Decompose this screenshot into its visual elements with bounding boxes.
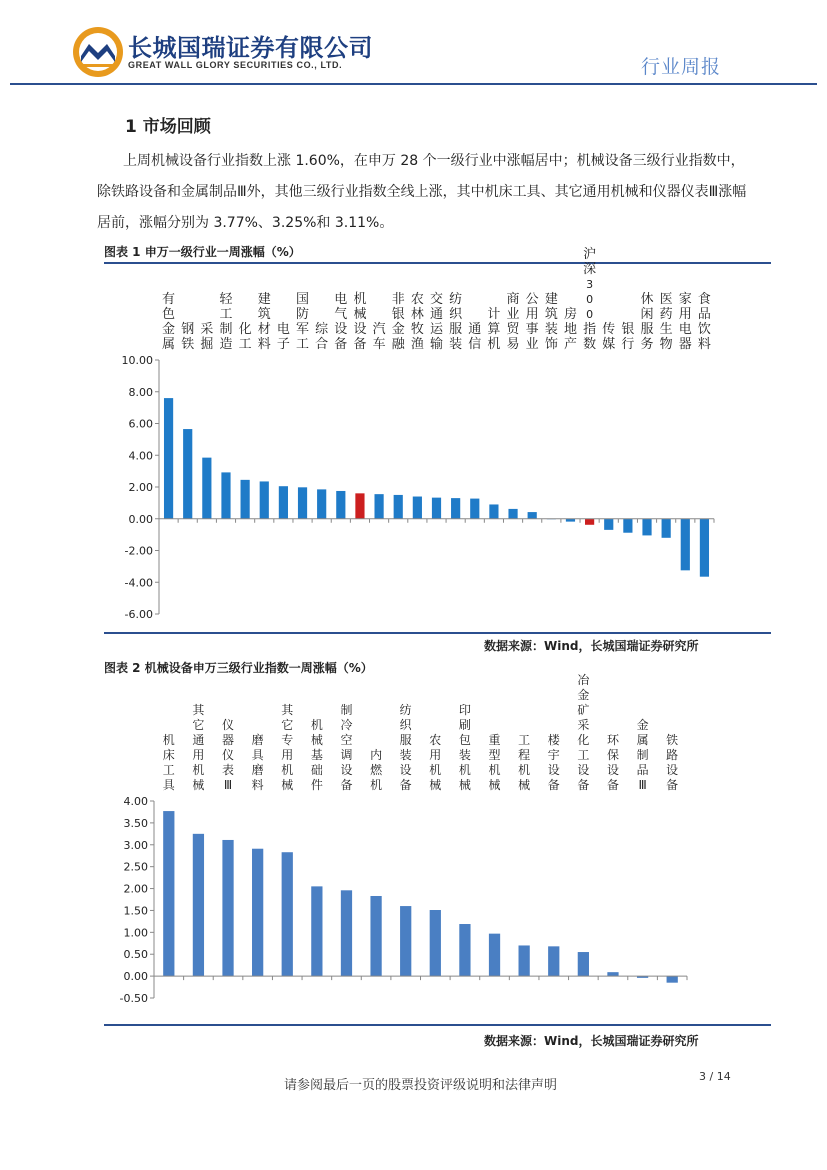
bar-非银金融: [394, 495, 403, 519]
figure1-title: 图表 1 申万一级行业一周涨幅（%）: [104, 245, 301, 259]
y-tick-label: -4.00: [124, 576, 153, 590]
figure2-source: 数据来源：Wind，长城国瑞证券研究所: [484, 1034, 699, 1048]
bar-汽车: [374, 494, 383, 519]
bar-食品饮料: [700, 519, 709, 577]
category-label: 磨具磨料: [251, 733, 264, 792]
bar-电气设备: [336, 491, 345, 519]
category-label: 汽车: [372, 322, 386, 352]
bar-家用电器: [681, 519, 690, 571]
bar-内燃机: [370, 896, 381, 976]
bar-银行: [623, 519, 632, 533]
category-label: 非银金融: [391, 292, 405, 352]
y-tick-label: 4.00: [123, 795, 148, 808]
category-label: 银行: [621, 322, 635, 352]
y-tick-label: 2.00: [128, 481, 153, 494]
category-label: 沪深 3 0 0 指数: [583, 247, 597, 352]
bar-纺织服装: [451, 498, 460, 519]
bar-其它通用机械: [193, 834, 204, 976]
category-label: 纺织服装: [449, 292, 463, 352]
bar-采掘: [202, 458, 211, 519]
category-label: 建筑装饰: [544, 292, 558, 352]
category-label: 农林牧渔: [410, 292, 424, 352]
y-tick-label: 3.00: [123, 838, 148, 852]
category-label: 传媒: [602, 322, 616, 352]
bar-磨具磨料: [252, 849, 263, 976]
category-label: 公用事业: [525, 292, 539, 352]
category-label: 纺织服装设备: [399, 703, 412, 792]
figure2-chart: [104, 673, 771, 1024]
category-label: 采掘: [200, 322, 214, 352]
category-label: 轻工制造: [219, 292, 233, 352]
y-tick-label: -2.00: [124, 544, 153, 558]
bar-医药生物: [662, 519, 671, 538]
bar-仪器仪表Ⅲ: [222, 840, 233, 976]
category-label: 楼宇设备: [547, 733, 560, 792]
bar-国防军工: [298, 487, 307, 518]
category-label: 机械设备: [353, 292, 367, 352]
category-label: 休闲服务: [640, 292, 654, 352]
category-label: 医药生物: [659, 292, 673, 352]
bar-楼宇设备: [548, 946, 559, 976]
category-label: 仪器仪表 Ⅲ: [222, 718, 235, 792]
footer-disclaimer: 请参阅最后一页的股票投资评级说明和法律声明: [284, 1078, 558, 1093]
header-rule: [10, 83, 817, 85]
bar-冶金矿采化工设备: [578, 952, 589, 976]
category-label: 家用电器: [678, 292, 692, 352]
bar-钢铁: [183, 429, 192, 519]
bar-传媒: [604, 519, 613, 530]
category-label: 制冷空调设备: [340, 703, 353, 792]
category-label: 计算机: [487, 307, 501, 352]
category-label: 机床工具: [162, 733, 175, 792]
bar-通信: [470, 499, 479, 519]
bar-机械设备: [355, 493, 364, 518]
category-label: 通信: [468, 322, 482, 352]
bar-农林牧渔: [413, 497, 422, 519]
y-tick-label: 10.00: [121, 354, 153, 367]
bar-化工: [241, 480, 250, 519]
category-label: 建筑材料: [257, 292, 271, 352]
bar-休闲服务: [642, 519, 651, 536]
category-label: 印刷包装机械: [458, 703, 471, 792]
category-label: 交通运输: [429, 292, 444, 352]
bar-环保设备: [607, 972, 618, 976]
section-title: 1 市场回顾: [125, 117, 211, 137]
category-label: 重型机械: [488, 733, 501, 792]
bar-商业贸易: [508, 509, 517, 519]
bar-机械基础件: [311, 886, 322, 976]
bar-有色金属: [164, 398, 173, 519]
figure2-bottom-rule: [104, 1024, 771, 1026]
bar-建筑材料: [260, 481, 269, 518]
category-label: 其它通用机械: [192, 703, 205, 792]
bar-农用机械: [430, 910, 441, 976]
y-tick-label: 8.00: [128, 385, 153, 399]
bar-综合: [317, 489, 326, 518]
company-logo: [72, 26, 124, 78]
category-label: 食品饮料: [697, 292, 711, 352]
section-paragraph: 上周机械设备行业指数上涨 1.60%，在申万 28 个一级行业中涨幅居中；机械设备三级行业指数中，除铁路设备和金属制品Ⅲ外，其他三级行业指数全线上涨，其中机床工具、其它通用机械和仪器仪表Ⅲ涨幅居前，涨幅分别为 3.77%、3.25%和 3.11%。: [97, 153, 747, 231]
bar-铁路设备: [667, 976, 678, 983]
figure1-bottom-rule: [104, 632, 771, 634]
category-label: 工程机械: [518, 733, 531, 792]
bar-沪深300指数: [585, 519, 594, 525]
y-tick-label: 6.00: [128, 417, 153, 431]
category-label: 金属制品 Ⅲ: [636, 718, 649, 792]
category-label: 房地产: [563, 307, 577, 352]
category-label: 钢铁: [181, 322, 195, 352]
bar-电子: [279, 486, 288, 519]
category-label: 国防军工: [296, 292, 310, 352]
y-tick-label: 1.50: [123, 904, 148, 918]
bar-交通运输: [432, 498, 441, 519]
y-tick-label: 3.50: [123, 816, 148, 830]
category-label: 商业贸易: [506, 292, 520, 352]
category-label: 电子: [276, 322, 290, 352]
category-label: 冶金矿采化工设备: [577, 673, 590, 792]
bar-纺织服装设备: [400, 906, 411, 976]
company-name-cn: 长城国瑞证券有限公司: [128, 34, 373, 62]
category-label: 机械基础件: [310, 718, 323, 792]
y-tick-label: -6.00: [124, 608, 153, 621]
y-tick-label: 0.00: [123, 970, 148, 984]
category-label: 内燃机: [370, 748, 383, 792]
category-label: 其它专用机械: [281, 703, 294, 792]
y-tick-label: 0.50: [123, 948, 148, 962]
bar-工程机械: [519, 945, 530, 976]
category-label: 环保设备: [606, 733, 619, 792]
bar-机床工具: [163, 811, 174, 976]
page-number: 3 / 14: [699, 1070, 731, 1083]
y-tick-label: 0.00: [128, 512, 153, 526]
category-label: 农用机械: [429, 733, 442, 792]
y-tick-label: 2.00: [123, 882, 148, 896]
category-label: 综合: [315, 322, 329, 352]
bar-其它专用机械: [282, 852, 293, 976]
bar-重型机械: [489, 934, 500, 976]
bar-计算机: [489, 504, 498, 518]
y-tick-label: 1.00: [123, 926, 148, 940]
y-tick-label: -0.50: [119, 992, 148, 1005]
figure1-source: 数据来源：Wind，长城国瑞证券研究所: [484, 639, 699, 653]
bar-制冷空调设备: [341, 890, 352, 976]
category-label: 化工: [238, 322, 252, 352]
company-name-en: GREAT WALL GLORY SECURITIES CO., LTD.: [128, 60, 343, 70]
bar-公用事业: [528, 512, 537, 519]
y-tick-label: 4.00: [128, 449, 153, 463]
category-label: 铁路设备: [666, 733, 679, 792]
report-type: 行业周报: [641, 56, 722, 78]
bar-印刷包装机械: [459, 924, 470, 976]
category-label: 有色金属: [162, 292, 176, 352]
bar-轻工制造: [221, 472, 230, 518]
category-label: 电气设备: [334, 292, 348, 352]
y-tick-label: 2.50: [123, 860, 148, 874]
figure2-title: 图表 2 机械设备申万三级行业指数一周涨幅（%）: [104, 661, 373, 675]
